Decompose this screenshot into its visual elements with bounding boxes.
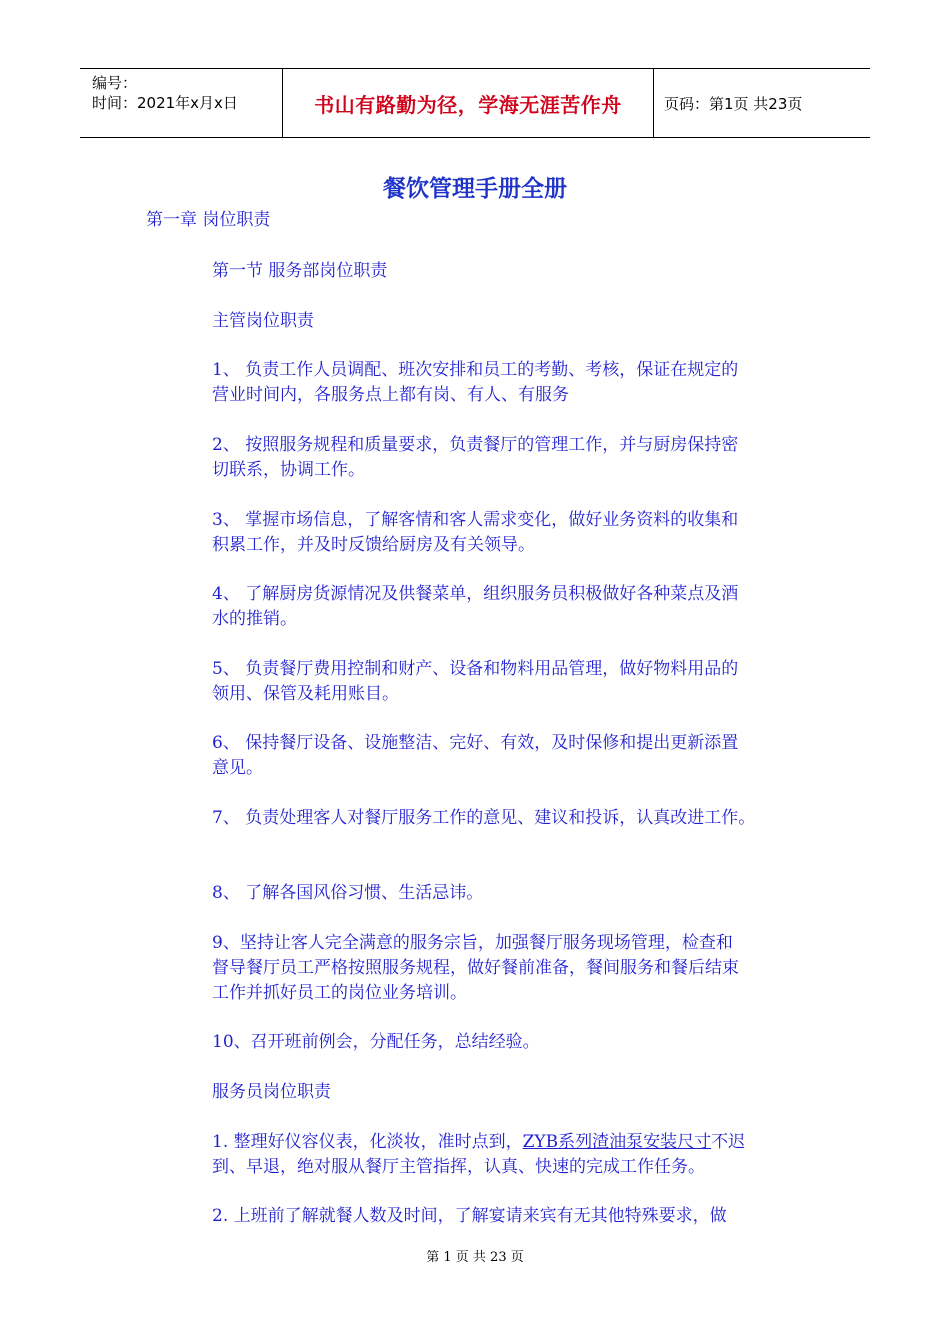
header-page-info: 页码：第1页 共23页 xyxy=(664,94,803,113)
header-motto-cell xyxy=(282,69,654,137)
supervisor-item-6-line-1: 6、 保持餐厅设备、设施整洁、完好、有效，及时保修和提出更新添置 xyxy=(212,733,739,753)
supervisor-item-1-line-1: 1、 负责工作人员调配、班次安排和员工的考勤、考核，保证在规定的 xyxy=(212,360,739,380)
supervisor-item-9-line-3: 工作并抓好员工的岗位业务培训。 xyxy=(212,983,467,1003)
product-link[interactable]: ZYB系列渣油泵安装尺寸 xyxy=(522,1132,712,1152)
supervisor-heading: 主管岗位职责 xyxy=(212,311,314,331)
waiter-item-1-line-1 xyxy=(212,1130,745,1155)
supervisor-item-9-line-2: 督导餐厅员工严格按照服务规程，做好餐前准备，餐间服务和餐后结束 xyxy=(212,958,739,978)
waiter-item-1-suffix: 不迟 xyxy=(711,1132,746,1152)
supervisor-item-8: 8、 了解各国风俗习惯、生活忌讳。 xyxy=(212,883,484,903)
waiter-heading: 服务员岗位职责 xyxy=(212,1082,331,1102)
document-title: 餐饮管理手册全册 xyxy=(383,176,567,202)
supervisor-item-2-line-2: 切联系，协调工作。 xyxy=(212,460,365,480)
motto: 书山有路勤为径，学海无涯苦作舟 xyxy=(314,92,622,117)
section-heading: 第一节 服务部岗位职责 xyxy=(212,261,388,281)
supervisor-item-2-line-1: 2、 按照服务规程和质量要求，负责餐厅的管理工作，并与厨房保持密 xyxy=(212,435,739,455)
number-label: 编号： xyxy=(92,74,138,92)
header-left-cell xyxy=(80,69,282,137)
supervisor-item-5-line-2: 领用、保管及耗用账目。 xyxy=(212,684,399,704)
header-table xyxy=(80,68,870,138)
supervisor-item-5-line-1: 5、 负责餐厅费用控制和财产、设备和物料用品管理，做好物料用品的 xyxy=(212,659,739,679)
supervisor-item-4-line-2: 水的推销。 xyxy=(212,609,297,629)
supervisor-item-10: 10、召开班前例会，分配任务，总结经验。 xyxy=(212,1032,540,1052)
page-footer: 第 1 页 共 23 页 xyxy=(426,1250,524,1265)
supervisor-item-9-line-1: 9、坚持让客人完全满意的服务宗旨，加强餐厅服务现场管理，检查和 xyxy=(212,933,733,953)
waiter-item-1-line-2: 到、早退，绝对服从餐厅主管指挥，认真、快速的完成工作任务。 xyxy=(212,1157,705,1177)
supervisor-item-7: 7、 负责处理客人对餐厅服务工作的意见、建议和投诉，认真改进工作。 xyxy=(212,808,756,828)
waiter-item-2: 2. 上班前了解就餐人数及时间，了解宴请来宾有无其他特殊要求，做 xyxy=(212,1206,727,1226)
supervisor-item-1-line-2: 营业时间内，各服务点上都有岗、有人、有服务 xyxy=(212,385,569,405)
supervisor-item-6-line-2: 意见。 xyxy=(212,758,263,778)
supervisor-item-3-line-2: 积累工作，并及时反馈给厨房及有关领导。 xyxy=(212,535,535,555)
waiter-item-1-prefix: 1. 整理好仪容仪表，化淡妆，准时点到， xyxy=(212,1132,523,1152)
supervisor-item-3-line-1: 3、 掌握市场信息，了解客情和客人需求变化，做好业务资料的收集和 xyxy=(212,510,739,530)
chapter-heading: 第一章 岗位职责 xyxy=(146,210,271,230)
supervisor-item-4-line-1: 4、 了解厨房货源情况及供餐菜单，组织服务员积极做好各种菜点及酒 xyxy=(212,584,739,604)
time-label: 时间：2021年x月x日 xyxy=(92,94,238,112)
